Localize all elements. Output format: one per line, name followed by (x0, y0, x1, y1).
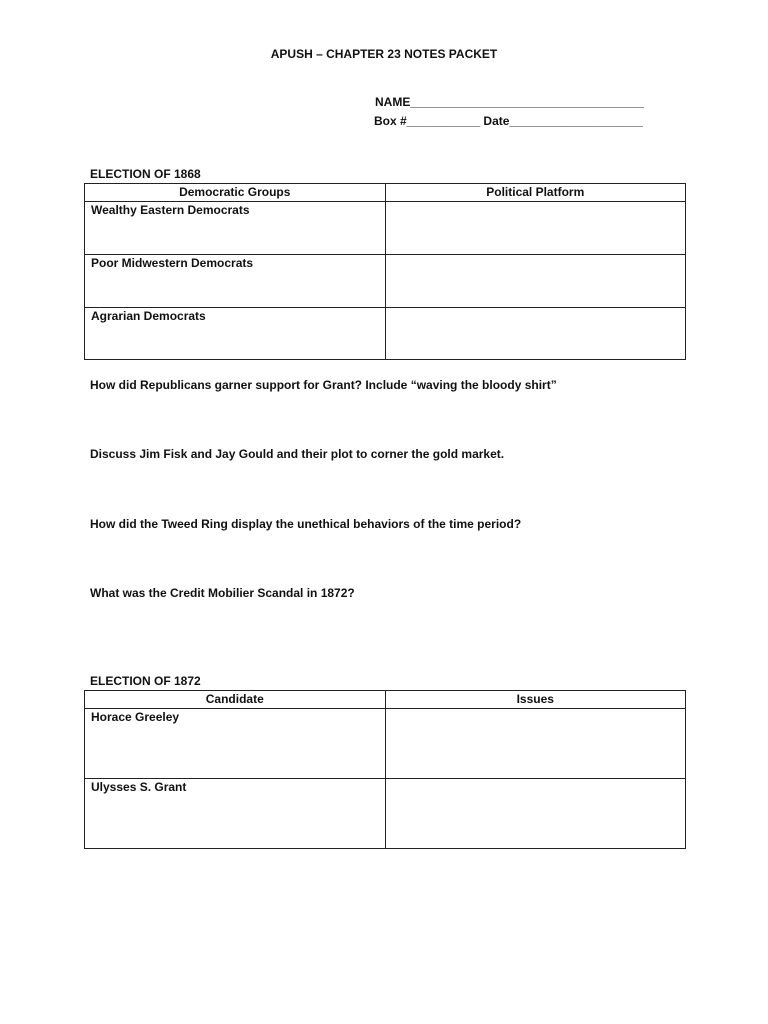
election-1868-table (84, 183, 686, 360)
page-title: APUSH – CHAPTER 23 NOTES PACKET (270, 47, 498, 61)
name-field[interactable]: NAME___________________________________ (375, 95, 644, 109)
column-header-candidate: Candidate (85, 691, 386, 709)
platform-answer-cell[interactable] (385, 255, 686, 308)
issues-answer-cell[interactable] (385, 709, 686, 779)
platform-answer-cell[interactable] (385, 202, 686, 255)
group-cell: Wealthy Eastern Democrats (85, 202, 386, 255)
issues-answer-cell[interactable] (385, 779, 686, 849)
box-date-field[interactable]: Box #___________ Date____________________ (374, 114, 643, 128)
question-fisk-gould: Discuss Jim Fisk and Jay Gould and their plot to corner the gold market. (90, 447, 505, 461)
column-header-political-platform: Political Platform (385, 184, 686, 202)
election-1868-heading: ELECTION OF 1868 (90, 167, 201, 181)
candidate-cell: Horace Greeley (85, 709, 386, 779)
table-row (85, 202, 686, 255)
table-header-row (85, 184, 686, 202)
platform-answer-cell[interactable] (385, 308, 686, 360)
candidate-cell: Ulysses S. Grant (85, 779, 386, 849)
table-row (85, 255, 686, 308)
group-cell: Poor Midwestern Democrats (85, 255, 386, 308)
question-tweed-ring: How did the Tweed Ring display the unethical behaviors of the time period? (90, 517, 522, 531)
group-cell: Agrarian Democrats (85, 308, 386, 360)
table-row (85, 709, 686, 779)
election-1872-heading: ELECTION OF 1872 (90, 674, 201, 688)
column-header-issues: Issues (385, 691, 686, 709)
question-bloody-shirt: How did Republicans garner support for Grant? Include “waving the bloody shirt” (90, 378, 557, 392)
column-header-democratic-groups: Democratic Groups (85, 184, 386, 202)
table-row (85, 779, 686, 849)
election-1872-table (84, 690, 686, 849)
question-credit-mobilier: What was the Credit Mobilier Scandal in 1872? (90, 586, 355, 600)
table-header-row (85, 691, 686, 709)
table-row (85, 308, 686, 360)
